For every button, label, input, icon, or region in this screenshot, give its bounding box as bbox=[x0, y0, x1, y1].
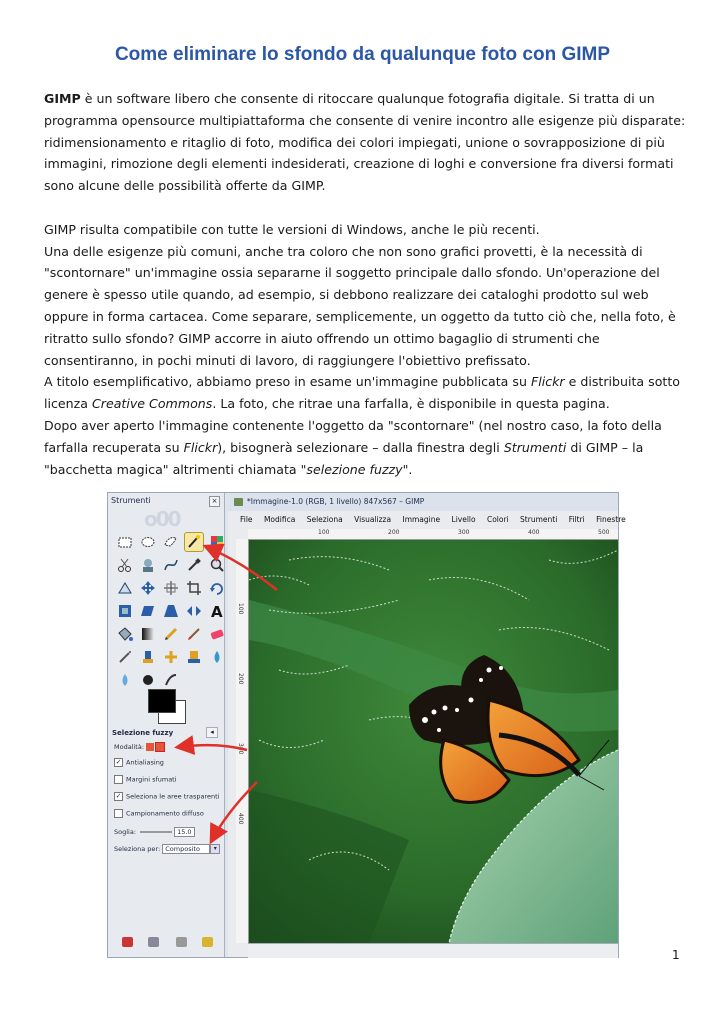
blend-icon[interactable] bbox=[139, 625, 157, 643]
menu-seleziona[interactable]: Seleziona bbox=[306, 515, 343, 524]
image-window bbox=[228, 493, 626, 957]
paintbrush-icon[interactable] bbox=[185, 625, 203, 643]
save-options-icon[interactable] bbox=[122, 937, 133, 947]
zoom-icon[interactable] bbox=[208, 556, 226, 574]
pencil-icon[interactable] bbox=[162, 625, 180, 643]
shear-icon[interactable] bbox=[139, 602, 157, 620]
eraser-icon[interactable] bbox=[208, 625, 226, 643]
soglia-row: Soglia: 15.0 bbox=[114, 827, 195, 837]
align-icon[interactable] bbox=[162, 579, 180, 597]
seleziona-per-select[interactable]: Composito bbox=[162, 844, 210, 854]
scissors-icon[interactable] bbox=[116, 556, 134, 574]
restore-options-icon[interactable] bbox=[148, 937, 159, 947]
window-title-bar: *Immagine-1.0 (RGB, 1 livello) 847x567 – GIMP bbox=[228, 493, 618, 511]
rect-select-icon[interactable] bbox=[116, 533, 134, 551]
menu-bar bbox=[228, 513, 626, 526]
scale-icon[interactable] bbox=[116, 602, 134, 620]
svg-text:A: A bbox=[211, 603, 223, 621]
clone-icon[interactable] bbox=[139, 648, 157, 666]
move-icon[interactable] bbox=[139, 579, 157, 597]
reset-options-icon[interactable] bbox=[202, 937, 213, 947]
heal-icon[interactable] bbox=[162, 648, 180, 666]
close-icon[interactable]: × bbox=[209, 496, 220, 507]
seleziona-trasparenti-checkbox[interactable]: ✓ Seleziona le aree trasparenti bbox=[115, 792, 220, 801]
options-menu-icon[interactable]: ◂ bbox=[206, 727, 218, 738]
menu-filtri[interactable]: Filtri bbox=[568, 515, 585, 524]
vertical-ruler: 100 200 300 400 bbox=[236, 539, 249, 943]
text-icon[interactable] bbox=[208, 602, 226, 620]
butterfly-photo bbox=[249, 540, 618, 943]
menu-file[interactable]: File bbox=[240, 515, 253, 524]
campionamento-checkbox[interactable]: Campionamento diffuso bbox=[114, 809, 204, 818]
menu-immagine[interactable]: Immagine bbox=[402, 515, 441, 524]
delete-options-icon[interactable] bbox=[176, 937, 187, 947]
mode-row: Modalità: bbox=[114, 743, 164, 751]
menu-visualizza[interactable]: Visualizza bbox=[354, 515, 392, 524]
seleziona-per-row: Seleziona per: Composito ▾ bbox=[114, 844, 220, 854]
gimp-bold: GIMP bbox=[44, 91, 81, 106]
menu-livello[interactable]: Livello bbox=[451, 515, 476, 524]
paths-icon[interactable] bbox=[162, 556, 180, 574]
menu-strumenti[interactable]: Strumenti bbox=[520, 515, 558, 524]
smudge-icon[interactable] bbox=[116, 671, 134, 689]
page-number: 1 bbox=[672, 948, 680, 962]
measure-icon[interactable] bbox=[116, 579, 134, 597]
chevron-down-icon[interactable]: ▾ bbox=[210, 844, 220, 854]
toolbox-title: Strumenti bbox=[111, 496, 151, 505]
mode-add-icon[interactable] bbox=[156, 743, 164, 751]
toolbox-panel bbox=[108, 493, 225, 957]
margini-sfumati-checkbox[interactable]: Margini sfumati bbox=[114, 775, 177, 784]
perspective-clone-icon[interactable] bbox=[185, 648, 203, 666]
bucket-fill-icon[interactable] bbox=[116, 625, 134, 643]
paragraph-intro: GIMP è un software libero che consente di ritoccare qualunque fotografia digitale. Si tratta di un programma opensource multipiattaforma che consente di venire incontro alle esigenze più disparate: ridimensionamento e ritaglio di foto, modifica dei colori impiegati, unione o sovrapposizione di più immagini, rimozione degli elementi indesiderati, creazione di loghi e conversione fra diversi formati sono alcune delle possibilità offerte da GIMP. bbox=[44, 91, 686, 194]
flip-icon[interactable] bbox=[185, 602, 203, 620]
crop-icon[interactable] bbox=[185, 579, 203, 597]
color-picker-icon[interactable] bbox=[185, 556, 203, 574]
horizontal-scrollbar[interactable] bbox=[248, 943, 618, 958]
ink-icon[interactable] bbox=[162, 671, 180, 689]
foreground-select-icon[interactable] bbox=[139, 556, 157, 574]
airbrush-icon[interactable] bbox=[116, 648, 134, 666]
free-select-icon[interactable] bbox=[162, 533, 180, 551]
paragraph-scontornare: Una delle esigenze più comuni, anche tra coloro che non sono grafici provetti, è la necessità di "scontornare" un'immagine ossia separarne il soggetto principale dallo sfondo. Un'operazione del genere è spesso utile quando, ad esempio, si debbono realizzare dei cataloghi prodotto sul web oppure in forma cartacea. Come separare, semplicemente, un oggetto da tutto ciò che, nella foto, è ritratto sullo sfondo? GIMP accorre in aiuto offrendo un ottimo bagaglio di strumenti che consentiranno, in pochi minuti di lavoro, di raggiungere l'obiettivo prefissato. bbox=[44, 243, 676, 368]
menu-colori[interactable]: Colori bbox=[486, 515, 509, 524]
tool-options-title: Selezione fuzzy bbox=[112, 729, 174, 737]
convolve-icon[interactable] bbox=[208, 648, 226, 666]
page-title: Come eliminare lo sfondo da qualunque foto con GIMP bbox=[114, 44, 611, 65]
article-body bbox=[44, 88, 692, 480]
perspective-icon[interactable] bbox=[162, 602, 180, 620]
soglia-input[interactable]: 15.0 bbox=[174, 827, 194, 837]
menu-modifica[interactable]: Modifica bbox=[263, 515, 296, 524]
fuzzy-select-icon[interactable] bbox=[185, 533, 203, 551]
paragraph-compat: GIMP risulta compatibile con tutte le versioni di Windows, anche le più recenti. bbox=[44, 221, 540, 237]
gimp-screenshot bbox=[107, 492, 626, 958]
horizontal-ruler: 100 200 300 400 500 bbox=[248, 529, 618, 540]
antialiasing-checkbox[interactable]: ✓ Antialiasing bbox=[115, 758, 164, 767]
gimp-app-icon bbox=[234, 498, 243, 506]
menu-finestre[interactable]: Finestre bbox=[596, 515, 626, 524]
mode-replace-icon[interactable] bbox=[146, 743, 154, 751]
wilber-logo-icon: o00 bbox=[144, 507, 180, 531]
foreground-color-swatch[interactable] bbox=[148, 689, 176, 713]
ellipse-select-icon[interactable] bbox=[139, 533, 157, 551]
toolbox-bottom-bar bbox=[118, 937, 218, 949]
image-canvas[interactable] bbox=[249, 540, 618, 943]
select-by-color-icon[interactable] bbox=[208, 533, 226, 551]
paragraph-example: A titolo esemplificativo, abbiamo preso in esame un'immagine pubblicata su Flickr e distribuita sotto licenza Creative Commons. La foto, che ritrae una farfalla, è disponibile in questa pagina. bbox=[44, 374, 680, 412]
paragraph-instructions: Dopo aver aperto l'immagine contenente l'oggetto da "scontornare" (nel nostro caso, la foto della farfalla recuperata su Flickr), bisognerà selezionare – dalla finestra degli Strumenti di GIMP – la "bacchetta magica" altrimenti chiamata "selezione fuzzy". bbox=[44, 417, 662, 477]
rotate-icon[interactable] bbox=[208, 579, 226, 597]
dodge-burn-icon[interactable] bbox=[139, 671, 157, 689]
